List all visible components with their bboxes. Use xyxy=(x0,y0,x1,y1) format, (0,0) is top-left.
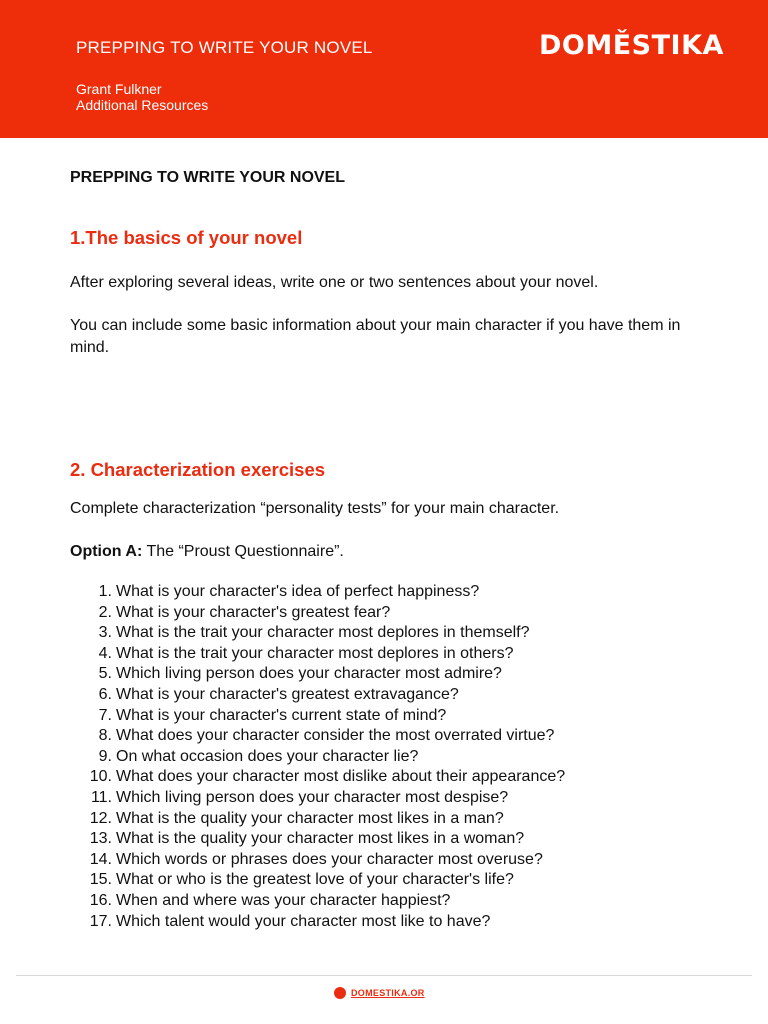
question-number: 2. xyxy=(98,603,112,621)
question-text: Which talent would your character most like to have? xyxy=(116,912,491,930)
question-text: Which words or phrases does your character most overuse? xyxy=(116,850,543,868)
question-number: 10. xyxy=(89,768,112,786)
header-subtitle: Additional Resources xyxy=(76,97,209,113)
question-item xyxy=(70,747,565,768)
question-text: When and where was your character happiest? xyxy=(116,891,451,909)
question-item xyxy=(70,912,565,933)
question-item xyxy=(70,706,565,727)
question-number: 13. xyxy=(89,830,112,848)
question-text: What does your character most dislike about their appearance? xyxy=(116,768,566,786)
question-number: 12. xyxy=(89,809,112,827)
page-header xyxy=(0,0,768,138)
question-number: 3. xyxy=(98,624,112,642)
question-item xyxy=(70,582,565,603)
question-text: On what occasion does your character lie? xyxy=(116,747,419,765)
domestika-heart-icon xyxy=(334,987,346,999)
document-title: PREPPING TO WRITE YOUR NOVEL xyxy=(70,169,345,186)
question-number: 15. xyxy=(89,871,112,889)
footer-link-text: DOMESTIKA.OR xyxy=(351,988,425,998)
question-number: 6. xyxy=(98,685,112,703)
question-text: Which living person does your character most despise? xyxy=(116,788,509,806)
header-author: Grant Fulkner xyxy=(76,81,162,97)
question-number: 14. xyxy=(89,850,112,868)
question-text: What is the quality your character most likes in a woman? xyxy=(116,830,525,848)
question-text: What or who is the greatest love of your character's life? xyxy=(116,871,514,889)
question-item xyxy=(70,685,565,706)
question-text: What is the quality your character most likes in a man? xyxy=(116,809,504,827)
section2-intro: Complete characterization “personality tests” for your main character. xyxy=(70,500,560,517)
question-item xyxy=(70,809,565,830)
question-text: What is the trait your character most deplores in others? xyxy=(116,644,514,662)
header-title: PREPPING TO WRITE YOUR NOVEL xyxy=(76,38,373,57)
section2-heading: 2. Characterization exercises xyxy=(70,459,326,480)
question-item xyxy=(70,603,565,624)
option-a-line xyxy=(70,541,710,563)
question-text: What is your character's idea of perfect happiness? xyxy=(116,583,480,600)
question-number: 17. xyxy=(89,912,112,930)
domestika-logo: DOMĚSTIKA xyxy=(539,30,724,61)
question-item xyxy=(70,891,565,912)
question-item xyxy=(70,870,565,891)
question-number: 7. xyxy=(98,706,112,724)
question-number: 16. xyxy=(89,891,112,909)
option-text: The “Proust Questionnaire”. xyxy=(142,543,344,560)
question-item xyxy=(70,623,565,644)
question-text: What does your character consider the most overrated virtue? xyxy=(116,727,555,745)
question-item xyxy=(70,726,565,747)
question-item xyxy=(70,644,565,665)
question-text: What is your character's greatest extravagance? xyxy=(116,685,459,703)
question-number: 4. xyxy=(98,644,112,662)
question-text: Which living person does your character most admire? xyxy=(116,665,502,683)
question-text: What is the trait your character most deplores in themself? xyxy=(116,624,530,642)
question-number: 9. xyxy=(98,747,112,765)
question-item xyxy=(70,767,565,788)
question-number: 1. xyxy=(98,583,112,600)
question-number: 5. xyxy=(98,665,112,683)
question-number: 8. xyxy=(98,727,112,745)
section1-paragraph-2: You can include some basic information about your main character if you have them in mind. xyxy=(70,317,681,356)
footer-link[interactable] xyxy=(334,987,425,999)
questionnaire-list xyxy=(70,582,565,932)
question-item xyxy=(70,788,565,809)
question-text: What is your character's current state of mind? xyxy=(116,706,447,724)
section1-heading: 1.The basics of your novel xyxy=(70,227,303,248)
question-text: What is your character's greatest fear? xyxy=(116,603,391,621)
question-item xyxy=(70,664,565,685)
question-item xyxy=(70,829,565,850)
footer-divider xyxy=(16,975,752,976)
question-item xyxy=(70,850,565,871)
option-label: Option A: xyxy=(70,543,143,560)
question-number: 11. xyxy=(90,788,112,806)
section1-paragraph-1: After exploring several ideas, write one or two sentences about your novel. xyxy=(70,274,599,291)
